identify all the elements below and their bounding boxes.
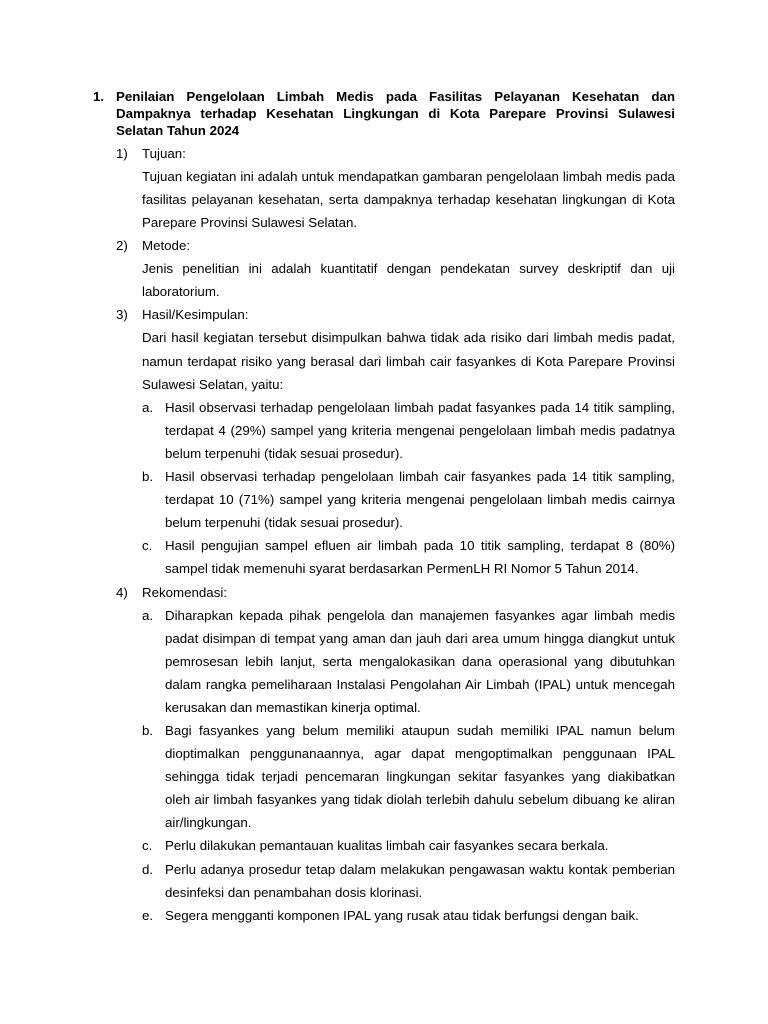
section-rekomendasi — [116, 581, 675, 927]
item-title: Penilaian Pengelolaan Limbah Medis pada Fasilitas Pelayanan Kesehatan dan Dampaknya terhadap Kesehatan Lingkungan di Kota Parepare Provinsi Sulawesi Selatan Tahun 2024 — [116, 89, 675, 138]
list-item — [142, 904, 675, 927]
list-item — [142, 834, 675, 857]
section-number: 2) — [116, 238, 128, 254]
section-hasil — [116, 303, 675, 580]
list-item-text: Bagi fasyankes yang belum memiliki ataupun sudah memiliki IPAL namun belum dioptimalkan penggunanaannya, agar dapat mengoptimalkan penggunaan IPAL sehingga tidak terjadi pencemaran lingkungan sekitar fasyankes yang diakibatkan oleh air limbah fasyankes yang tidak diolah terlebih dahulu sebelum dibuang ke aliran air/lingkungan. — [165, 722, 675, 831]
numbered-item — [93, 88, 675, 927]
list-item-text: Segera mengganti komponen IPAL yang rusak atau tidak berfungsi dengan baik. — [165, 907, 639, 923]
list-item-letter: a. — [142, 399, 154, 415]
section-list — [93, 142, 675, 927]
list-item — [142, 858, 675, 904]
item-number: 1. — [93, 89, 105, 104]
list-item-letter: d. — [142, 861, 154, 877]
list-item — [142, 396, 675, 465]
list-item-letter: b. — [142, 722, 154, 738]
section-body: Dari hasil kegiatan tersebut disimpulkan bahwa tidak ada risiko dari limbah medis padat, namun terdapat risiko yang berasal dari limbah cair fasyankes di Kota Parepare Provinsi Sulawesi Selatan, yaitu: — [142, 330, 675, 392]
section-heading: Tujuan: — [142, 146, 186, 161]
list-item — [142, 465, 675, 534]
list-item-text: Hasil observasi terhadap pengelolaan limbah padat fasyankes pada 14 titik sampling, terdapat 4 (29%) sampel yang kriteria mengenai pengelolaan limbah medis padatnya belum terpenuhi (tidak sesuai prosedur). — [165, 399, 675, 461]
list-item-text: Diharapkan kepada pihak pengelola dan manajemen fasyankes agar limbah medis padat disimpan di tempat yang aman dan jauh dari area umum hingga diangkut untuk pemrosesan lebih lanjut, serta mengalokasikan dana operasional yang dibutuhkan dalam rangka pemeliharaan Instalasi Pengolahan Air Limbah (IPAL) untuk mencegah kerusakan dan memastikan kinerja optimal. — [165, 607, 675, 715]
section-heading: Metode: — [142, 238, 191, 254]
list-item-text: Hasil pengujian sampel efluen air limbah pada 10 titik sampling, terdapat 8 (80%) sampel tidak memenuhi syarat berdasarkan PermenLH RI Nomor 5 Tahun 2014. — [165, 538, 675, 577]
section-number: 3) — [116, 307, 128, 323]
list-item-text: Perlu adanya prosedur tetap dalam melakukan pengawasan waktu kontak pemberian desinfeksi dan penambahan dosis klorinasi. — [165, 861, 675, 900]
sub-list — [142, 396, 675, 581]
list-item-letter: b. — [142, 469, 154, 485]
section-heading: Rekomendasi: — [142, 584, 227, 600]
section-tujuan — [116, 142, 675, 234]
section-body: Jenis penelitian ini adalah kuantitatif dengan pendekatan survey deskriptif dan uji laboratorium. — [142, 261, 675, 300]
list-item-letter: c. — [142, 838, 153, 854]
section-heading: Hasil/Kesimpulan: — [142, 307, 249, 323]
list-item — [142, 719, 675, 834]
list-item — [142, 534, 675, 580]
section-number: 4) — [116, 584, 128, 600]
section-body: Tujuan kegiatan ini adalah untuk mendapatkan gambaran pengelolaan limbah medis pada fasilitas pelayanan kesehatan, serta dampaknya terhadap kesehatan lingkungan di Kota Parepare Provinsi Sulawesi Selatan. — [142, 169, 675, 231]
list-item-text: Perlu dilakukan pemantauan kualitas limbah cair fasyankes secara berkala. — [165, 838, 609, 854]
section-number: 1) — [116, 146, 128, 161]
list-item-letter: a. — [142, 607, 154, 623]
list-item — [142, 604, 675, 719]
list-item-text: Hasil observasi terhadap pengelolaan limbah cair fasyankes pada 14 titik sampling, terdapat 10 (71%) sampel yang kriteria mengenai pengelolaan limbah medis cairnya belum terpenuhi (tidak sesuai prosedur). — [165, 469, 675, 531]
list-item-letter: e. — [142, 907, 154, 923]
sub-list — [142, 604, 675, 927]
list-item-letter: c. — [142, 538, 153, 554]
section-metode — [116, 234, 675, 303]
